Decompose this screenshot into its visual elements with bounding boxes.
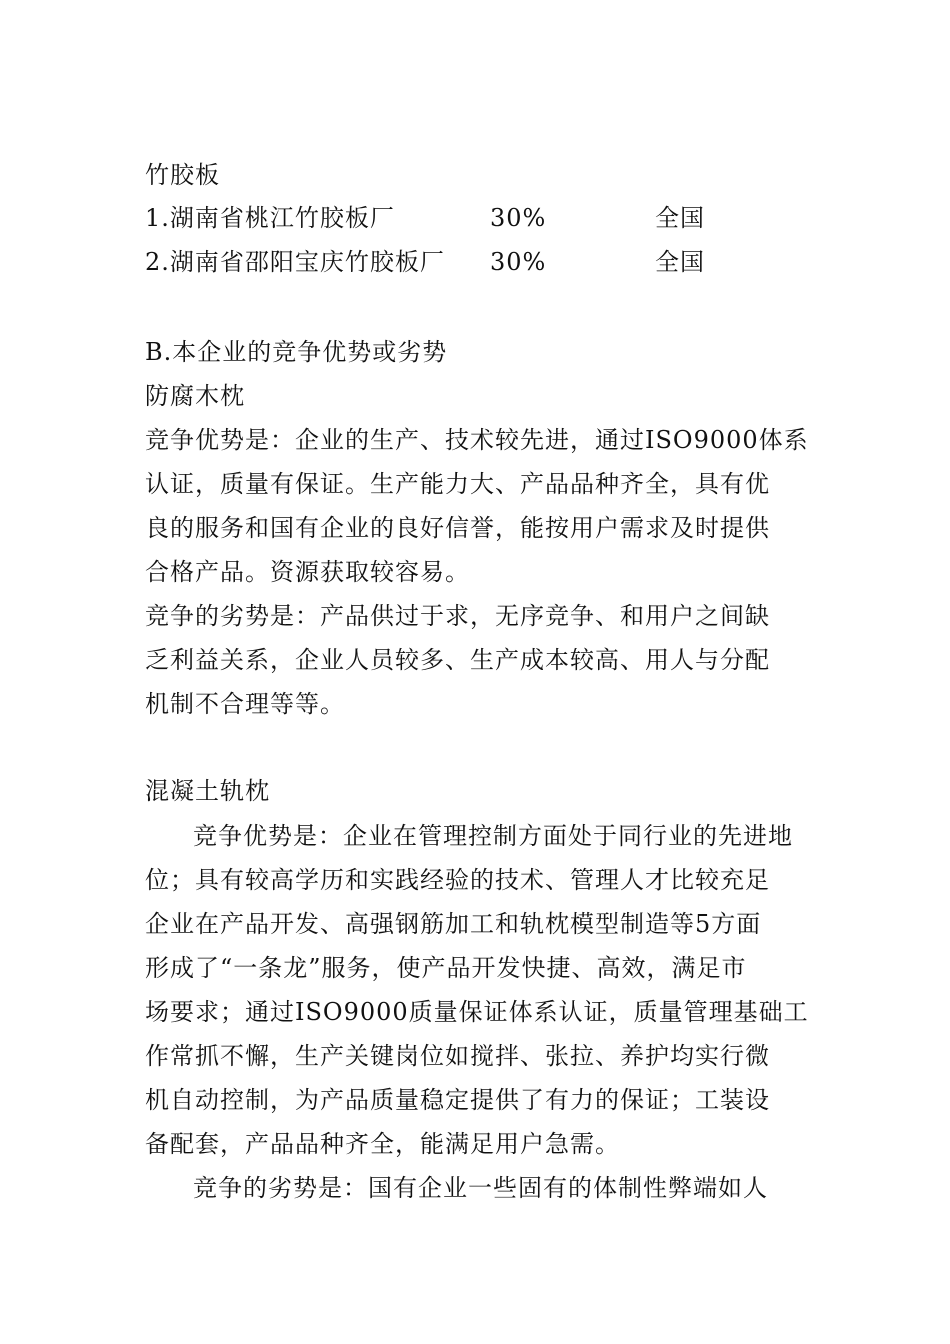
paragraph-line: 形成了“一条龙”服务，使产品开发快捷、高效，满足市	[145, 954, 747, 982]
paragraph-line: 良的服务和国有企业的良好信誉，能按用户需求及时提供	[145, 514, 770, 542]
market-region: 全国	[655, 248, 705, 276]
paragraph-line: 乏利益关系，企业人员较多、生产成本较高、用人与分配	[145, 646, 770, 674]
market-region: 全国	[655, 204, 705, 232]
paragraph-line: 备配套，产品品种齐全，能满足用户急需。	[145, 1130, 620, 1158]
paragraph-line: 机制不合理等等。	[145, 690, 345, 718]
paragraph-line: 场要求；通过ISO9000质量保证体系认证，质量管理基础工	[145, 998, 809, 1026]
paragraph-line: 竞争优势是：企业的生产、技术较先进，通过ISO9000体系	[145, 426, 809, 454]
paragraph-line: 企业在产品开发、高强钢筋加工和轨枕模型制造等5方面	[145, 910, 762, 938]
market-share: 30%	[490, 248, 547, 276]
paragraph-line: 竞争的劣势是：国有企业一些固有的体制性弊端如人	[193, 1174, 768, 1202]
subheading-concrete-sleeper: 混凝土轨枕	[145, 777, 270, 805]
market-share: 30%	[490, 204, 547, 232]
paragraph-line: 合格产品。资源获取较容易。	[145, 558, 470, 586]
paragraph-line: 位；具有较高学历和实践经验的技术、管理人才比较充足	[145, 866, 770, 894]
company-name: 1.湖南省桃江竹胶板厂	[145, 204, 395, 232]
paragraph-line: 作常抓不懈，生产关键岗位如搅拌、张拉、养护均实行微	[145, 1042, 770, 1070]
paragraph-line: 认证，质量有保证。生产能力大、产品品种齐全，具有优	[145, 470, 770, 498]
subheading-wood-sleeper: 防腐木枕	[145, 382, 245, 410]
table-row	[145, 247, 845, 277]
section-heading-b: B.本企业的竞争优势或劣势	[145, 338, 448, 366]
paragraph-line: 机自动控制，为产品质量稳定提供了有力的保证；工装设	[145, 1086, 770, 1114]
paragraph-line: 竞争的劣势是：产品供过于求，无序竞争、和用户之间缺	[145, 602, 770, 630]
company-name: 2.湖南省邵阳宝庆竹胶板厂	[145, 248, 445, 276]
section-heading-bamboo-plywood: 竹胶板	[145, 161, 220, 189]
paragraph-line: 竞争优势是：企业在管理控制方面处于同行业的先进地	[193, 822, 793, 850]
table-row	[145, 203, 845, 233]
